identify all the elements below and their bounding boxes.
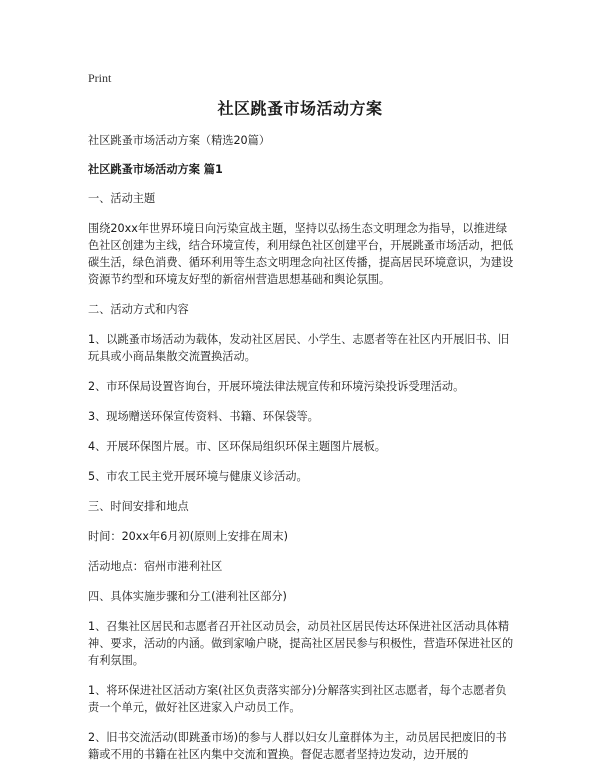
- paragraph-step-2: 2、旧书交流活动(即跳蚤市场)的参与人群以妇女儿童群体为主，动员居民把废旧的书籍或不用的书籍在社区内集中交流和置换。督促志愿者坚持边发动，边开展的: [88, 731, 507, 761]
- section-heading: 社区跳蚤市场活动方案 篇1: [88, 163, 223, 176]
- print-label: Print: [88, 71, 112, 85]
- paragraph-method-1: 1、以跳蚤市场活动为载体，发动社区居民、小学生、志愿者等在社区内开展旧书、旧玩具或小商品集散交流置换活动。: [88, 333, 510, 363]
- heading-time-place: 三、时间安排和地点: [88, 500, 189, 513]
- heading-implementation: 四、具体实施步骤和分工(港利社区部分): [88, 590, 287, 603]
- paragraph-location: 活动地点：宿州市港利社区: [88, 560, 223, 573]
- heading-activity-methods: 二、活动方式和内容: [88, 303, 189, 316]
- paragraph-theme-body: 围绕20xx年世界环境日向污染宣战主题，坚持以弘扬生态文明理念为指导，以推进绿色社区创建为主线，结合环境宣传，利用绿色社区创建平台，开展跳蚤市场活动，把低碳生活，绿色消费、循环利用等生态文明理念向社区传播，提高居民环境意识，为建设资源节约型和环境友好型的新宿州营造思想基础和舆论氛围。: [88, 222, 514, 286]
- heading-activity-theme: 一、活动主题: [88, 192, 156, 205]
- paragraph-step-1: 1、召集社区居民和志愿者召开社区动员会，动员社区居民传达环保进社区活动具体精神、要求，活动的内涵。做到家喻户晓，提高社区居民参与积极性，营造环保进社区的有利氛围。: [88, 620, 514, 667]
- document-subtitle: 社区跳蚤市场活动方案（精选20篇）: [88, 134, 271, 147]
- paragraph-method-4: 4、开展环保图片展。市、区环保局组织环保主题图片展板。: [88, 440, 386, 453]
- paragraph-time: 时间：20xx年6月初(原则上安排在周末): [88, 530, 288, 543]
- page-title: 社区跳蚤市场活动方案: [217, 99, 383, 118]
- document-body: [88, 132, 516, 776]
- paragraph-method-5: 5、市农工民主党开展环境与健康义诊活动。: [88, 470, 308, 483]
- paragraph-method-2: 2、市环保局设置咨询台，开展环境法律法规宣传和环境污染投诉受理活动。: [88, 380, 465, 393]
- paragraph-method-3: 3、现场赠送环保宣传资料、书籍、环保袋等。: [88, 410, 319, 423]
- paragraph-step-1b: 1、将环保进社区活动方案(社区负责落实部分)分解落实到社区志愿者，每个志愿者负责一个单元，做好社区进家入户动员工作。: [88, 684, 507, 714]
